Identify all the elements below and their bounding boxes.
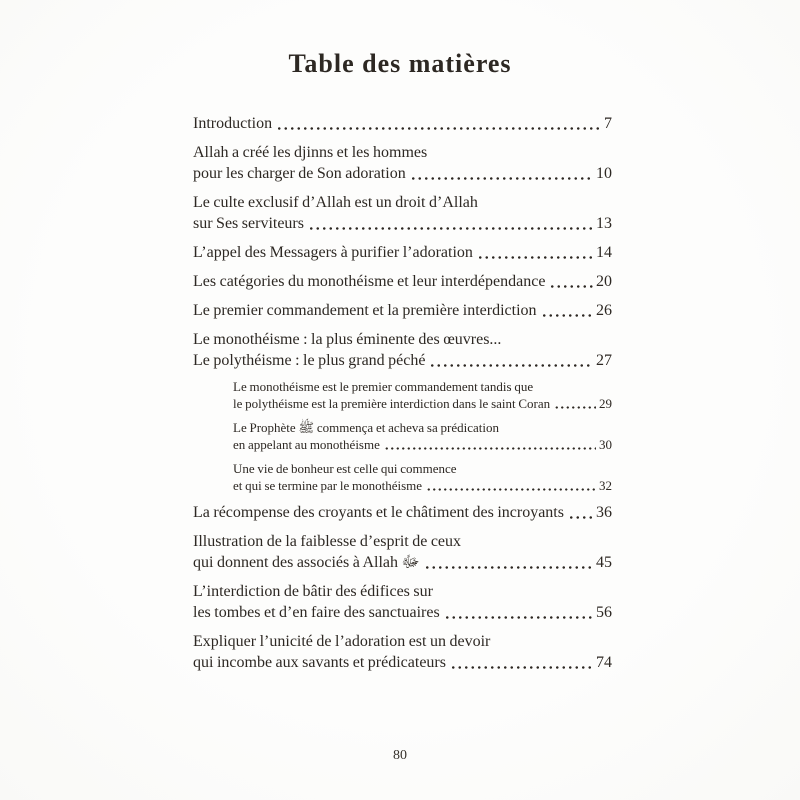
dot-leader	[429, 350, 593, 371]
toc-entry-text: Introduction	[193, 115, 273, 132]
toc-page-number: 20	[596, 273, 612, 290]
toc-entry	[193, 242, 612, 263]
dot-leader	[450, 652, 593, 673]
toc-entry-line	[193, 271, 612, 292]
toc-entry-line	[233, 461, 612, 478]
toc-entry-text: Le culte exclusif d’Allah est un droit d’Allah	[193, 194, 478, 211]
toc-page-number: 45	[596, 554, 612, 571]
toc-entry-line	[193, 242, 612, 263]
folio-page-number: 80	[393, 748, 407, 763]
toc-subentry	[233, 379, 612, 412]
dot-leader	[444, 602, 593, 623]
toc-entry	[193, 329, 612, 371]
toc-entry-line	[233, 478, 612, 495]
toc-entry-text: les tombes et d’en faire des sanctuaires	[193, 604, 440, 621]
toc-entry-line	[233, 379, 612, 396]
toc-page-number: 13	[596, 215, 612, 232]
toc-entry	[193, 631, 612, 673]
toc-page-number: 27	[596, 352, 612, 369]
toc-entry-line	[193, 602, 612, 623]
dot-leader	[410, 163, 593, 184]
toc-entry-text: qui donnent des associés à Allah ﷻ	[193, 554, 420, 571]
toc-entry-line	[193, 163, 612, 184]
dot-leader	[568, 502, 593, 523]
toc-entry-text: L’appel des Messagers à purifier l’adoration	[193, 244, 473, 261]
toc-entry-line	[233, 437, 612, 454]
toc-entry-line	[193, 631, 612, 652]
toc-entry	[193, 581, 612, 623]
toc-entry-line	[193, 502, 612, 523]
toc-entry-text: Expliquer l’unicité de l’adoration est un devoir	[193, 633, 491, 650]
toc-entry-text: Le Prophète ﷺ commença et acheva sa prédication	[233, 420, 499, 435]
dot-leader	[541, 300, 593, 321]
toc-entry-text: Illustration de la faiblesse d’esprit de ceux	[193, 533, 462, 550]
dot-leader	[549, 271, 593, 292]
toc-subentry	[233, 420, 612, 453]
toc-entry	[193, 142, 612, 184]
toc-entry-text: et qui se termine par le monothéisme	[233, 477, 423, 493]
toc-entry-line	[193, 329, 612, 350]
toc-page-number: 74	[596, 654, 612, 671]
toc-page-number: 29	[599, 395, 612, 411]
toc-entry-text: Allah a créé les djinns et les hommes	[193, 144, 428, 161]
dot-leader	[276, 113, 601, 134]
toc-entry-text: sur Ses serviteurs	[193, 215, 304, 232]
toc-entry-line	[233, 420, 612, 437]
toc-entry-text: La récompense des croyants et le châtiment des incroyants	[193, 504, 564, 521]
toc-entry-text: pour les charger de Son adoration	[193, 165, 406, 182]
toc-entry-text: en appelant au monothéisme	[233, 436, 380, 452]
toc-entry-text: Le premier commandement et la première interdiction	[193, 302, 537, 319]
toc-page-number: 14	[596, 244, 612, 261]
toc-subentry	[233, 461, 612, 494]
toc-entry-line	[193, 531, 612, 552]
toc-page-number: 10	[596, 165, 612, 182]
dot-leader	[424, 552, 593, 573]
toc-page-number: 36	[596, 504, 612, 521]
toc-page-number: 7	[604, 115, 612, 132]
toc-entry-line	[193, 113, 612, 134]
dot-leader	[477, 242, 593, 263]
toc-page-number: 56	[596, 604, 612, 621]
toc-page-number: 32	[599, 477, 612, 493]
toc-entry-text: Le polythéisme : le plus grand péché	[193, 352, 426, 369]
toc-entry-text: qui incombe aux savants et prédicateurs	[193, 654, 446, 671]
toc-entry-text: Les catégories du monothéisme et leur interdépendance	[193, 273, 546, 290]
toc-entry-text: L’interdiction de bâtir des édifices sur	[193, 583, 433, 600]
toc-entry-text: le polythéisme est la première interdiction dans le saint Coran	[233, 395, 551, 411]
toc-entry-line	[193, 652, 612, 673]
dot-leader	[384, 437, 596, 454]
toc-list	[193, 113, 612, 681]
toc-entry	[193, 300, 612, 321]
dot-leader	[554, 396, 596, 413]
dot-leader	[308, 213, 593, 234]
toc-page-number: 26	[596, 302, 612, 319]
toc-page-number: 30	[599, 436, 612, 452]
page-title: Table des matières	[288, 49, 512, 78]
toc-entry-line	[193, 552, 612, 573]
toc-entry	[193, 502, 612, 523]
toc-entry-line	[193, 581, 612, 602]
toc-entry	[193, 113, 612, 134]
toc-entry-line	[193, 142, 612, 163]
toc-entry-line	[193, 300, 612, 321]
toc-entry	[193, 271, 612, 292]
toc-entry	[193, 192, 612, 234]
toc-entry-line	[193, 192, 612, 213]
toc-entry-text: Le monothéisme : la plus éminente des œuvres...	[193, 331, 502, 348]
dot-leader	[426, 478, 596, 495]
toc-entry	[193, 531, 612, 573]
toc-entry-text: Le monothéisme est le premier commandement tandis que	[233, 379, 534, 394]
toc-entry-text: Une vie de bonheur est celle qui commence	[233, 461, 457, 476]
toc-entry-line	[233, 396, 612, 413]
toc-entry-line	[193, 213, 612, 234]
toc-entry-line	[193, 350, 612, 371]
